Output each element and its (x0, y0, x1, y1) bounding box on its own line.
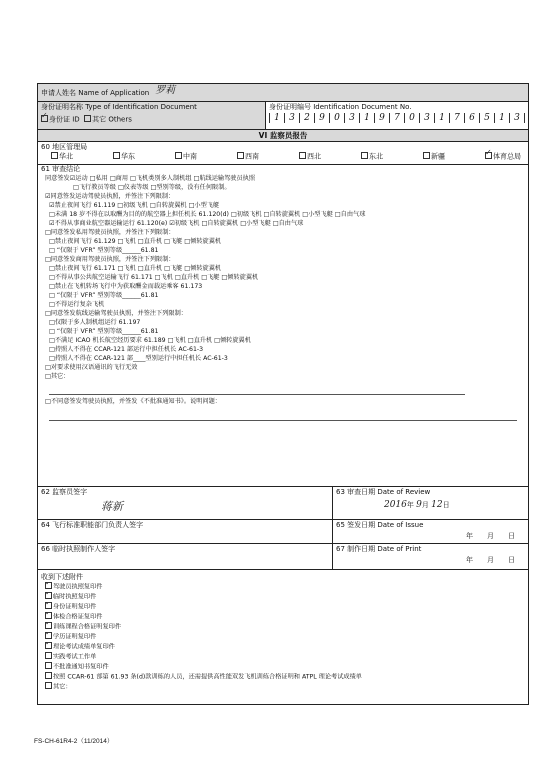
inspector-report-form (37, 83, 529, 705)
region-option[interactable] (423, 152, 445, 162)
issue-date-cell (333, 520, 528, 543)
attachment-checkbox[interactable] (45, 662, 52, 669)
region-cell (38, 142, 528, 164)
attachment-item[interactable] (41, 622, 525, 632)
region-option[interactable] (113, 152, 135, 162)
id-number-digits[interactable] (269, 113, 525, 123)
id-option-id-label: 身份证 ID (49, 115, 80, 124)
attachment-label: 学历证明复印件 (53, 633, 97, 641)
review-line[interactable]: □飞行教员等级 □仪表等级 □型别等级，没有任何限制。 (73, 184, 231, 191)
attachment-checkbox[interactable] (45, 642, 52, 649)
attachments-cell (38, 570, 528, 704)
review-date-value[interactable]: 2016年 9月 12日 (384, 500, 450, 510)
id-number-cell (266, 102, 528, 129)
review-line[interactable]: □ “仅限于 VFR” 型别等级______61.81 (49, 247, 159, 254)
attachment-checkbox[interactable] (45, 612, 52, 619)
review-cell (38, 165, 528, 486)
id-digit-box: 7 (449, 113, 464, 123)
region-option-checkbox[interactable] (299, 152, 306, 159)
id-digit-box: 1 (359, 113, 374, 123)
region-option-checkbox[interactable] (485, 152, 492, 159)
review-line[interactable]: ☑同意签发运动驾驶员执照，并签注下列限制： (45, 193, 175, 200)
id-digit-box: 0 (329, 113, 344, 123)
temp-maker-sign-label: 66 临时执照制作人签字 (41, 545, 116, 553)
attachment-item[interactable] (41, 662, 525, 672)
section-title-row (38, 130, 528, 142)
review-lines (41, 174, 525, 421)
review-row (38, 165, 528, 487)
applicant-row (38, 84, 528, 102)
attachment-item[interactable] (41, 612, 525, 622)
attachment-item[interactable] (41, 632, 525, 642)
attachment-item[interactable] (41, 652, 525, 662)
attachments-label: 收到下述附件 (41, 573, 83, 581)
review-line[interactable]: □对要求使用汉语通讯的飞行无效 (45, 364, 138, 371)
attachment-label: 体检合格证复印件 (53, 613, 103, 621)
form-code: FS-CH-61R4-2（11/2014） (34, 738, 114, 745)
attachments-row (38, 570, 528, 704)
attachment-label: 不批准通知书复印件 (53, 663, 109, 671)
region-option-checkbox[interactable] (51, 152, 58, 159)
region-option-label: 华东 (121, 152, 135, 161)
region-option[interactable] (237, 152, 259, 162)
signature-row-2 (38, 520, 528, 544)
review-line[interactable]: 同意签发☑运动 □私用 □商用 □飞机类别多人制机组 □航线运输驾驶员执照 (45, 175, 256, 182)
attachment-label: 其它： (53, 683, 72, 691)
attachment-checkbox[interactable] (45, 632, 52, 639)
attachment-checkbox[interactable] (45, 672, 52, 679)
attachment-item[interactable] (41, 642, 525, 652)
review-label: 61 审查结论 (41, 165, 81, 173)
region-option-checkbox[interactable] (175, 152, 182, 159)
review-line[interactable]: □其它： (45, 373, 70, 380)
review-date-label: 63 审查日期 Date of Review (336, 488, 431, 496)
id-digit-box: 1 (494, 113, 509, 123)
dept-head-sign-label: 64 飞行标准职能部门负责人签字 (41, 521, 144, 529)
signature-row-3 (38, 544, 528, 570)
attachment-label: 驾驶员执照复印件 (53, 583, 103, 591)
review-date-cell (333, 487, 528, 519)
print-date-label: 67 制作日期 Date of Print (336, 545, 422, 553)
region-row (38, 142, 528, 165)
attachment-item[interactable] (41, 592, 525, 602)
review-line[interactable]: ☑不得从事商业航空器运输运行 61.120(e) ☑初级飞机 □自转旋翼机 □小型飞艇 □自由气球 (49, 220, 304, 227)
section-title: VI 监察员报告 (258, 131, 308, 140)
attachment-item[interactable] (41, 582, 525, 592)
id-digit-box: 5 (479, 113, 494, 123)
attachment-label: 身份证明复印件 (53, 603, 97, 611)
id-digit-box: 0 (404, 113, 419, 123)
region-option-label: 新疆 (431, 152, 445, 161)
print-date-units[interactable]: 年 月 日 (466, 556, 515, 564)
review-line[interactable] (49, 381, 465, 395)
review-line[interactable]: □同意签发私用驾驶员执照，并签注下列限制： (45, 229, 175, 236)
id-digit-box: 3 (419, 113, 434, 123)
attachments-list (41, 582, 525, 692)
id-digit-box: 9 (314, 113, 329, 123)
region-option-checkbox[interactable] (237, 152, 244, 159)
temp-maker-sign-cell[interactable] (38, 544, 333, 569)
region-option-checkbox[interactable] (423, 152, 430, 159)
region-option-label: 东北 (369, 152, 383, 161)
attachment-checkbox[interactable] (45, 652, 52, 659)
region-label: 60 地区管理局 (41, 143, 88, 151)
review-line[interactable]: □不得运行复杂飞机 (49, 301, 105, 308)
attachment-item[interactable] (41, 682, 525, 692)
review-line[interactable]: □仅限于多人制机组运行 61.197 (49, 319, 141, 326)
inspector-signature[interactable]: 蒋新 (101, 500, 123, 513)
print-date-cell (333, 544, 528, 569)
inspector-sign-cell (38, 487, 333, 519)
attachment-item[interactable] (41, 602, 525, 612)
id-digit-box: 1 (434, 113, 449, 123)
review-line[interactable]: □不得从事公共航空运输飞行 61.171 □飞机 □直升机 □飞艇 □倾转旋翼机 (49, 274, 259, 281)
id-digit-box: 9 (374, 113, 389, 123)
id-digit-box: 3 (344, 113, 359, 123)
attachment-checkbox[interactable] (45, 602, 52, 609)
applicant-label: 申请人姓名 Name of Application (41, 89, 150, 97)
applicant-name[interactable]: 罗莉 (155, 85, 176, 96)
region-option[interactable] (299, 152, 321, 162)
review-line[interactable]: □不同意签发驾驶员执照，并签发《不批准通知书》。说明问题： (45, 398, 221, 405)
review-line[interactable]: □禁止夜间飞行 61.129 □飞机 □直升机 □飞艇 □倾转旋翼机 (49, 238, 222, 245)
review-line[interactable]: □ “仅限于 VFR” 型别等级______61.81 (49, 328, 159, 335)
id-digit-box: 6 (464, 113, 479, 123)
review-line[interactable]: ☑禁止夜间飞行 61.119 □初级飞机 □自转旋翼机 □小型飞艇 (49, 202, 220, 209)
id-digit-box: 3 (509, 113, 525, 123)
attachment-item[interactable] (41, 672, 525, 682)
id-type-label: 身份证明名称 Type of Identification Document (41, 103, 197, 111)
review-line[interactable]: □持照人不得在 CCAR-121 部运行中担任机长 AC-61-3 (49, 346, 204, 353)
attachment-label: 实践考试工作单 (53, 653, 97, 661)
attachment-checkbox[interactable] (45, 582, 52, 589)
attachment-checkbox[interactable] (45, 592, 52, 599)
attachment-label: 训练课程合格证明复印件 (53, 623, 122, 631)
region-option-checkbox[interactable] (113, 152, 120, 159)
review-line[interactable]: □禁止夜间飞行 61.171 □飞机 □直升机 □飞艇 □倾转旋翼机 (49, 265, 222, 272)
region-option[interactable] (361, 152, 383, 162)
review-note-line[interactable] (49, 408, 517, 421)
region-options (41, 152, 525, 162)
review-line[interactable]: □不满足 ICAO 机长航空经历要求 61.189 □飞机 □直升机 □倾转旋翼机 (49, 337, 251, 344)
id-option-id-checkbox[interactable] (41, 115, 48, 122)
dept-head-sign-cell[interactable] (38, 520, 333, 543)
region-option-label: 西南 (245, 152, 259, 161)
review-line[interactable]: □同意签发商用驾驶员执照，并签注下列限制： (45, 256, 175, 263)
id-digit-box: 2 (299, 113, 314, 123)
review-line[interactable]: □持照人不得在 CCAR-121 部____型别运行中担任机长 AC-61-3 (49, 355, 228, 362)
region-option[interactable] (485, 152, 521, 162)
attachment-checkbox[interactable] (45, 622, 52, 629)
id-option-others-checkbox[interactable] (84, 115, 91, 122)
region-option[interactable] (175, 152, 197, 162)
region-option[interactable] (51, 152, 73, 162)
signature-row-1 (38, 487, 528, 520)
region-option-label: 华北 (59, 152, 73, 161)
id-digit-box: 7 (389, 113, 404, 123)
review-line[interactable]: □禁止在飞机转场飞行中为获取酬金而载运乘客 61.173 (49, 283, 203, 290)
id-digit-box: 3 (284, 113, 299, 123)
id-type-cell (38, 102, 266, 129)
issue-date-units[interactable]: 年 月 日 (466, 532, 515, 540)
id-type-options (41, 115, 262, 125)
review-line[interactable]: □ “仅限于 VFR” 型别等级______61.81 (49, 292, 159, 299)
issue-date-label: 65 签发日期 Date of Issue (336, 521, 424, 529)
review-line[interactable]: □未满 18 岁不得在以取酬为目的的航空器上担任机长 61.120(d) □初级飞机 □自转旋翼机 □小型飞艇 □自由气球 (49, 211, 366, 218)
id-digit-box: 1 (269, 113, 284, 123)
attachment-label: 按照 CCAR-61 部第 61.93 条(d)款训练的人员，还需提供高性能双发飞机训练合格证明和 ATPL 理论考试成绩单 (53, 673, 362, 681)
review-line[interactable]: □同意签发航线运输驾驶员执照，并签注下列限制： (45, 310, 187, 317)
attachment-label: 临时执照复印件 (53, 593, 97, 601)
id-option-others-label: 其它 Others (92, 115, 132, 124)
id-document-row (38, 102, 528, 130)
region-option-checkbox[interactable] (361, 152, 368, 159)
attachment-checkbox[interactable] (45, 682, 52, 689)
region-option-label: 体育总局 (493, 152, 521, 161)
region-option-label: 西北 (307, 152, 321, 161)
id-number-label: 身份证明编号 Identification Document No. (269, 103, 412, 111)
attachment-label: 理论考试成绩单复印件 (53, 643, 115, 651)
region-option-label: 中南 (183, 152, 197, 161)
inspector-sign-label: 62 监察员签字 (41, 488, 88, 496)
